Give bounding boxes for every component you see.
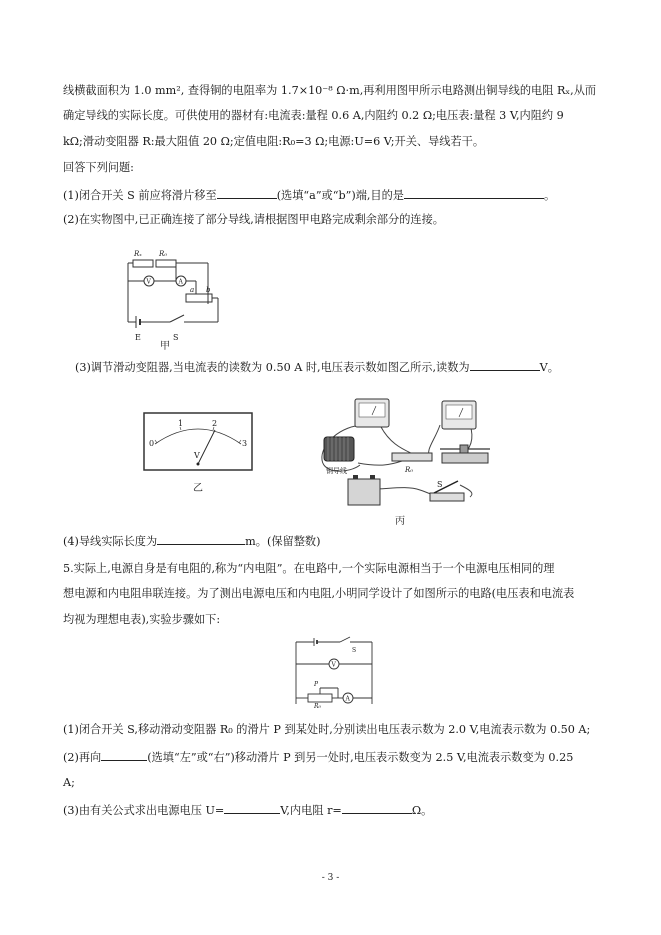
q5-label-v: V (331, 661, 336, 669)
intro-line-1: 线横截面积为 1.0 mm², 查得铜的电阻率为 1.7×10⁻⁸ Ω·m,再利用图甲所示电路测出铜导线的电阻 Rₓ,从而 (63, 84, 597, 97)
q5-step-2-cont: A; (63, 776, 75, 789)
q5-step-3-text-c: Ω。 (411, 804, 433, 817)
intro-line-3: kΩ;滑动变阻器 R:最大阻值 20 Ω;定值电阻:R₀=3 Ω;电源:U=6 V;开关、导线若干。 (63, 135, 485, 148)
q4-part1-text-a: (1)闭合开关 S 前应将滑片移至 (63, 189, 217, 202)
q5-step-3 (63, 801, 432, 819)
q5-step-3-blank-r[interactable] (342, 801, 412, 814)
label-s-device: S (437, 480, 443, 489)
q4-part2: (2)在实物图中,已正确连接了部分导线,请根据图甲电路完成剩余部分的连接。 (63, 213, 444, 226)
copper-wire-coil (324, 437, 354, 461)
label-a-end: a (190, 286, 195, 294)
rx-resistor (133, 260, 153, 267)
q5-label-r0: R₀ (314, 703, 321, 708)
label-b-end: b (206, 286, 211, 294)
q4-part3 (75, 358, 559, 376)
label-v: V (146, 278, 151, 286)
q4-part3-text-a: (3)调节滑动变阻器,当电流表的读数为 0.50 A 时,电压表示数如图乙所示,读数为 (75, 361, 470, 374)
tick-3: 3 (242, 439, 248, 448)
apparatus-bing (310, 395, 500, 510)
q5-step-2-blank[interactable] (101, 748, 147, 761)
caption-yi: 乙 (193, 483, 203, 494)
q5-label-a: A (345, 695, 350, 703)
q4-part1-blank-end[interactable] (217, 186, 277, 199)
label-a: A (178, 278, 183, 286)
battery-device (348, 479, 380, 505)
caption-jia: 甲 (160, 341, 170, 352)
q5-step-3-text-b: V,内电阻 r= (280, 804, 342, 817)
q4-part4-text-b: m。(保留整数) (245, 535, 321, 548)
tick-0: 0 (149, 439, 155, 448)
rheostat-device (442, 453, 488, 463)
q5-step-1: (1)闭合开关 S,移动滑动变阻器 R₀ 的滑片 P 到某处时,分别读出电压表示数为 2.0 V,电流表示数为 0.50 A; (63, 723, 591, 736)
r0-device (392, 453, 432, 461)
label-r0-device: R₀ (405, 466, 414, 474)
q5-line-3: 均视为理想电表),实验步骤如下: (63, 613, 221, 626)
q5-step-2 (63, 748, 573, 766)
tick-2: 2 (212, 419, 218, 428)
q4-part3-text-b: V。 (539, 361, 559, 374)
q5-switch-lever (340, 637, 350, 642)
caption-bing: 丙 (395, 516, 405, 527)
q4-part1 (63, 186, 555, 204)
q5-step-3-blank-u[interactable] (224, 801, 280, 814)
dial-pivot (197, 463, 200, 466)
page-number: - 3 - (321, 873, 340, 883)
q5-step-2-text-b: (选填“左”或“右”)移动滑片 P 到另一处时,电压表示数变为 2.5 V,电流表示数变为 0.25 (147, 751, 574, 764)
circuit-diagram-q5 (292, 636, 376, 708)
circuit-diagram-jia (118, 244, 228, 349)
q4-part3-blank[interactable] (470, 358, 540, 371)
q5-step-2-text-a: (2)再向 (63, 751, 102, 764)
q5-rheostat (308, 694, 332, 702)
label-rx: Rₓ (134, 250, 142, 258)
label-e: E (135, 333, 141, 342)
q4-part1-text-b: (选填“a”或“b”)端,目的是 (276, 189, 404, 202)
switch-lever (170, 315, 184, 322)
q4-part4 (63, 532, 320, 550)
label-copper-wire: 铜导线 (326, 467, 347, 475)
q5-step-3-text-a: (3)由有关公式求出电源电压 U= (63, 804, 225, 817)
dial-unit: V (194, 451, 200, 460)
q5-label-s: S (352, 647, 357, 654)
r0-resistor (156, 260, 176, 267)
answer-prompt: 回答下列问题: (63, 161, 134, 174)
q5-line-2: 想电源和内电阻串联连接。为了测出电源电压和内电阻,小明同学设计了如图所示的电路(电压表和电流表 (63, 587, 575, 600)
q4-part1-end: 。 (544, 189, 556, 202)
q5-label-p: P (314, 681, 319, 688)
switch-device (430, 493, 464, 501)
q4-part4-blank[interactable] (157, 532, 245, 545)
q4-part1-blank-purpose[interactable] (404, 186, 544, 199)
q5-line-1: 5.实际上,电源自身是有电阻的,称为“内电阻”。在电路中,一个实际电源相当于一个电源电压相同的理 (63, 562, 555, 575)
tick-1: 1 (178, 419, 184, 428)
q4-part4-text-a: (4)导线实际长度为 (63, 535, 158, 548)
voltmeter-dial-yi (143, 412, 253, 472)
label-s: S (173, 333, 179, 342)
intro-line-2: 确定导线的实际长度。可供使用的器材有:电流表:量程 0.6 A,内阻约 0.2 Ω;电压表:量程 3 V,内阻约 9 (63, 109, 564, 122)
label-r0: R₀ (159, 250, 168, 258)
